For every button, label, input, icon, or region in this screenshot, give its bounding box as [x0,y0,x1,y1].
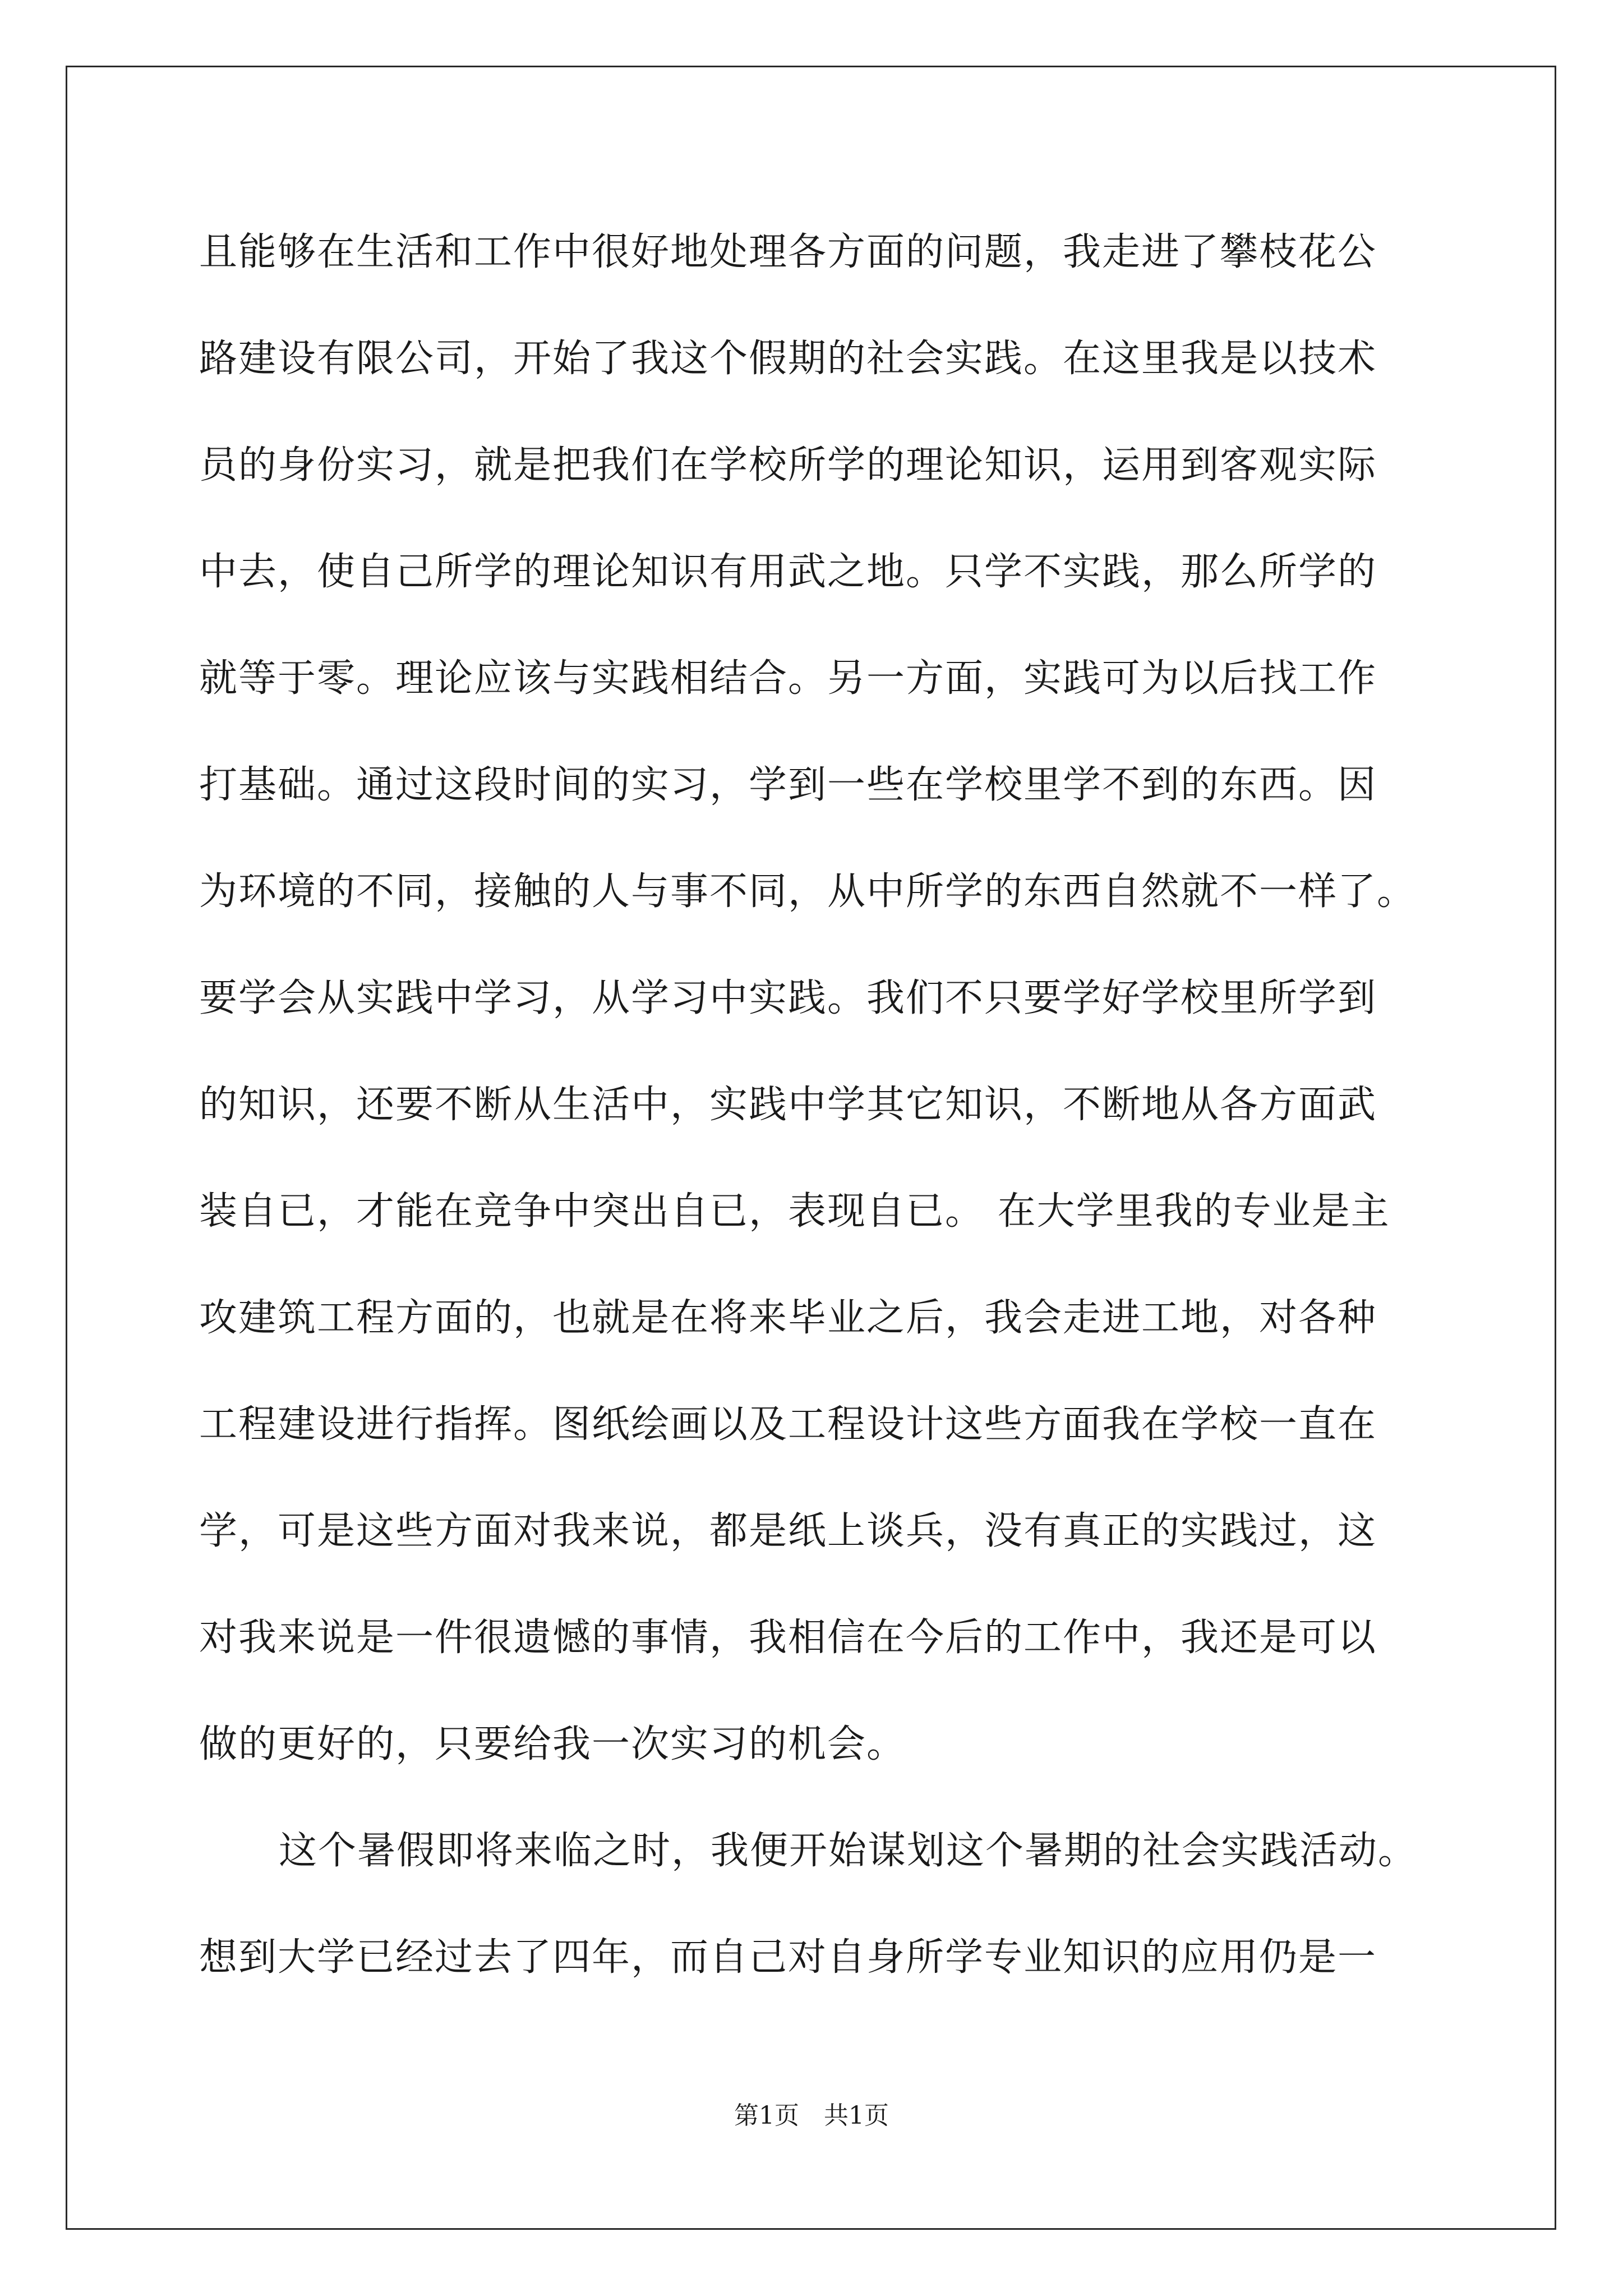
paragraph-start-line: 这个暑假即将来临之时，我便开始谋划这个暑期的社会实践活动。 [279,1829,1418,1873]
text-line: 工程建设进行指挥。图纸绘画以及工程设计这些方面我在学校一直在 [199,1402,1377,1447]
page-number-footer: 第1页 共1页 [734,2101,889,2130]
text-line: 就等于零。理论应该与实践相结合。另一方面，实践可为以后找工作 [199,656,1377,701]
text-line: 对我来说是一件很遗憾的事情，我相信在今后的工作中，我还是可以 [199,1616,1377,1660]
text-line: 且能够在生活和工作中很好地处理各方面的问题，我走进了攀枝花公 [199,230,1377,274]
text-line: 的知识，还要不断从生活中，实践中学其它知识，不断地从各方面武 [199,1083,1377,1127]
text-line: 打基础。通过这段时间的实习，学到一些在学校里学不到的东西。因 [199,763,1377,807]
text-line: 攻建筑工程方面的，也就是在将来毕业之后，我会走进工地，对各种 [199,1296,1377,1340]
text-line: 做的更好的，只要给我一次实习的机会。 [199,1722,906,1766]
text-line: 中去，使自己所学的理论知识有用武之地。只学不实践，那么所学的 [199,550,1377,594]
text-line: 路建设有限公司，开始了我这个假期的社会实践。在这里我是以技术 [199,337,1377,381]
text-line: 要学会从实践中学习，从学习中实践。我们不只要学好学校里所学到 [199,976,1377,1020]
text-line: 为环境的不同，接触的人与事不同，从中所学的东西自然就不一样了。 [199,869,1417,914]
text-line: 想到大学已经过去了四年，而自己对自身所学专业知识的应用仍是一 [199,1935,1377,1980]
text-line: 员的身份实习，就是把我们在学校所学的理论知识，运用到客观实际 [199,443,1377,487]
text-line: 装自已，才能在竞争中突出自已，表现自已。 在大学里我的专业是主 [199,1189,1390,1234]
text-line: 学，可是这些方面对我来说，都是纸上谈兵，没有真正的实践过，这 [199,1509,1377,1553]
document-body [199,219,1444,2031]
